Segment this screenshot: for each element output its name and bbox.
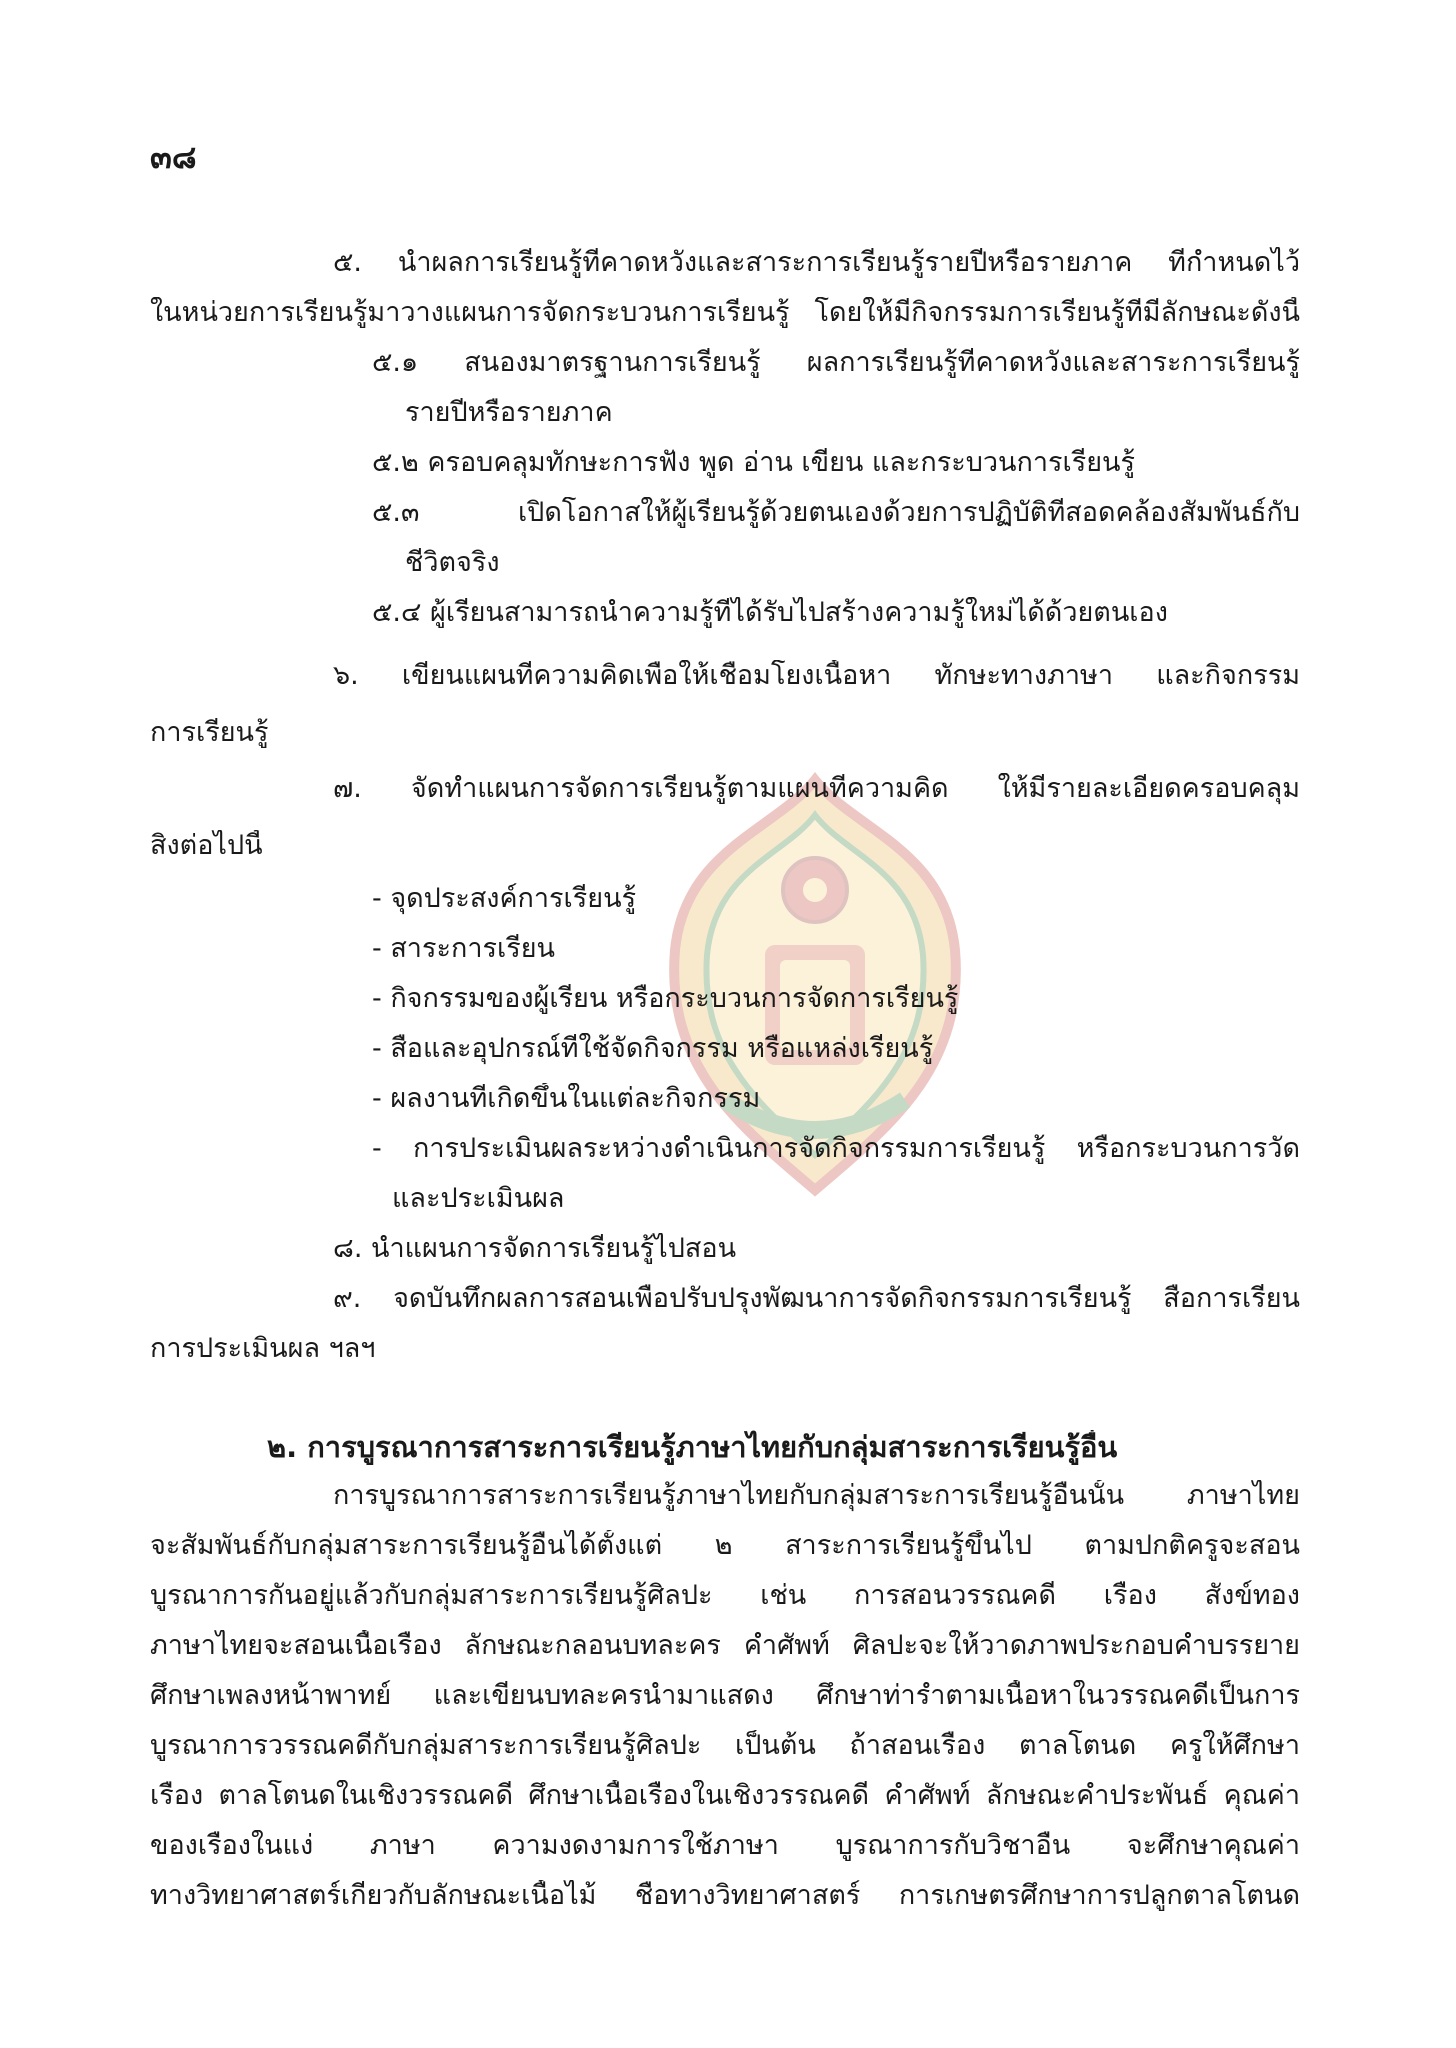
- paragraph-line: ภาษาไทยจะสอนเนื้อเรื่อง ลักษณะกลอนบทละคร คำศัพท์ ศิลปะจะให้วาดภาพประกอบคำบรรยาย: [150, 1630, 1300, 1661]
- text-line: ๕.๔ ผู้เรียนสามารถนำความรู้ที่ได้รับไปสร้างความรู้ใหม่ได้ด้วยตนเอง: [372, 597, 1168, 628]
- list-item: - สื่อและอุปกรณ์ที่ใช้จัดกิจกรรม หรือแหล่งเรียนรู้: [372, 1033, 934, 1064]
- text-line: ๕. นำผลการเรียนรู้ที่คาดหวังและสาระการเรียนรู้รายปีหรือรายภาค ที่กำหนดไว้: [333, 247, 1300, 278]
- text-line: และประเมินผล: [392, 1183, 565, 1214]
- text-line: การประเมินผล ฯลฯ: [150, 1333, 376, 1364]
- text-line: การเรียนรู้: [150, 717, 269, 748]
- text-line: ชีวิตจริง: [405, 547, 500, 578]
- paragraph-line: ของเรื่องในแง่ ภาษา ความงดงามการใช้ภาษา บูรณาการกับวิชาอื่น จะศึกษาคุณค่า: [150, 1830, 1300, 1861]
- paragraph-line: ศึกษาเพลงหน้าพาทย์ และเขียนบทละครนำมาแสดง ศึกษาท่ารำตามเนื้อหาในวรรณคดีเป็นการ: [150, 1680, 1300, 1711]
- paragraph-line: จะสัมพันธ์กับกลุ่มสาระการเรียนรู้อื่นได้ตั้งแต่ ๒ สาระการเรียนรู้ขึ้นไป ตามปกติครูจะสอน: [150, 1530, 1300, 1561]
- list-item: - กิจกรรมของผู้เรียน หรือกระบวนการจัดการเรียนรู้: [372, 983, 959, 1014]
- text-line: ในหน่วยการเรียนรู้มาวางแผนการจัดกระบวนการเรียนรู้ โดยให้มีกิจกรรมการเรียนรู้ที่มีลักษณะดังนี้: [150, 297, 1300, 328]
- text-line: ๙. จดบันทึกผลการสอนเพื่อปรับปรุงพัฒนาการจัดกิจกรรมการเรียนรู้ สื่อการเรียน: [333, 1283, 1300, 1314]
- text-line: ๗. จัดทำแผนการจัดการเรียนรู้ตามแผนที่ความคิด ให้มีรายละเอียดครอบคลุม: [333, 773, 1300, 804]
- text-line: ๖. เขียนแผนที่ความคิดเพื่อให้เชื่อมโยงเนื้อหา ทักษะทางภาษา และกิจกรรม: [333, 660, 1300, 691]
- text-line: ๕.๑ สนองมาตรฐานการเรียนรู้ ผลการเรียนรู้ที่คาดหวังและสาระการเรียนรู้: [372, 347, 1300, 378]
- list-item: - จุดประสงค์การเรียนรู้: [372, 883, 637, 914]
- paragraph-line: เรื่อง ตาลโตนดในเชิงวรรณคดี ศึกษาเนื้อเรื่องในเชิงวรรณคดี คำศัพท์ ลักษณะคำประพันธ์ คุณค่า: [150, 1780, 1300, 1811]
- list-item: - การประเมินผลระหว่างดำเนินการจัดกิจกรรมการเรียนรู้ หรือกระบวนการวัด: [372, 1133, 1300, 1164]
- page-number: ๓๘: [150, 138, 197, 176]
- paragraph-line: การบูรณาการสาระการเรียนรู้ภาษาไทยกับกลุ่มสาระการเรียนรู้อื่นนั้น ภาษาไทย: [333, 1480, 1300, 1511]
- list-item: - ผลงานที่เกิดขึ้นในแต่ละกิจกรรม: [372, 1083, 761, 1114]
- text-line: ๕.๓ เปิดโอกาสให้ผู้เรียนรู้ด้วยตนเองด้วยการปฏิบัติที่สอดคล้องสัมพันธ์กับ: [372, 497, 1300, 528]
- paragraph-line: ทางวิทยาศาสตร์เกี่ยวกับลักษณะเนื้อไม้ ชื่อทางวิทยาศาสตร์ การเกษตรศึกษาการปลูกตาลโตนด: [150, 1880, 1300, 1911]
- text-line: สิ่งต่อไปนี้: [150, 830, 263, 861]
- text-line: ๕.๒ ครอบคลุมทักษะการฟัง พูด อ่าน เขียน และกระบวนการเรียนรู้: [372, 447, 1136, 478]
- section-heading: ๒. การบูรณาการสาระการเรียนรู้ภาษาไทยกับกลุ่มสาระการเรียนรู้อื่น: [267, 1430, 1118, 1464]
- paragraph-line: บูรณาการกันอยู่แล้วกับกลุ่มสาระการเรียนรู้ศิลปะ เช่น การสอนวรรณคดี เรื่อง สังข์ทอง: [150, 1580, 1300, 1611]
- list-item: - สาระการเรียน: [372, 933, 555, 964]
- text-line: ๘. นำแผนการจัดการเรียนรู้ไปสอน: [333, 1233, 737, 1264]
- paragraph-line: บูรณาการวรรณคดีกับกลุ่มสาระการเรียนรู้ศิลปะ เป็นต้น ถ้าสอนเรื่อง ตาลโตนด ครูให้ศึกษา: [150, 1730, 1300, 1761]
- text-line: รายปีหรือรายภาค: [405, 397, 613, 428]
